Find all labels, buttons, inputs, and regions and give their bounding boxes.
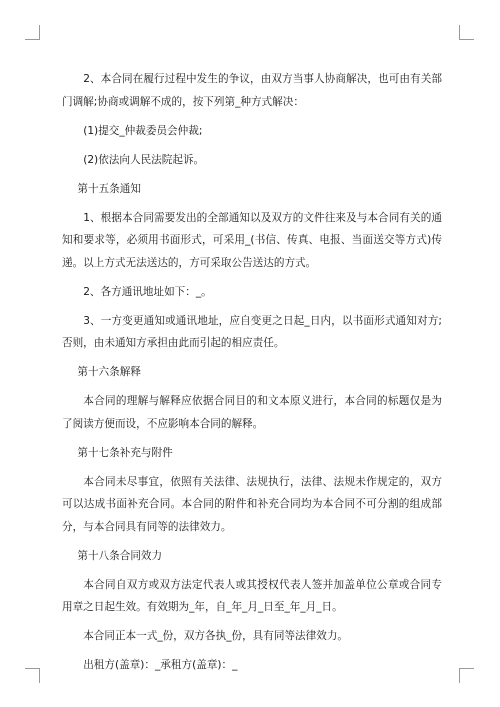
document-body bbox=[62, 68, 442, 683]
paragraph-court-option: (2)依法向人民法院起诉。 bbox=[83, 153, 205, 166]
paragraph-signatures: 出租方(盖章)：_承租方(盖章)：_ bbox=[83, 659, 238, 671]
paragraph-supplement: 本合同未尽事宜，依照有关法律、法规执行，法律、法规未作规定的，双方可以达成书面补充合同。本合同的附件和补充合同均为本合同不可分割的组成部分，与本合同具有同等的法律效力。 bbox=[62, 475, 442, 533]
crop-mark-bottom-left bbox=[25, 668, 40, 683]
paragraph-interpretation: 本合同的理解与解释应依据合同目的和文本原义进行，本合同的标题仅是为了阅读方便而设，不应影响本合同的解释。 bbox=[62, 395, 442, 430]
paragraph-effectiveness: 本合同自双方或双方法定代表人或其授权代表人签并加盖单位公章或合同专用章之日起生效。有效期为_年，自_年_月_日至_年_月_日。 bbox=[62, 578, 442, 613]
crop-mark-top-left bbox=[25, 25, 40, 40]
heading-article-15: 第十五条通知 bbox=[77, 182, 141, 195]
heading-article-17: 第十七条补充与附件 bbox=[77, 446, 173, 459]
crop-mark-bottom-right bbox=[459, 668, 474, 683]
paragraph-address-change: 3、一方变更通知或通讯地址，应自变更之日起_日内，以书面形式通知对方;否则，由未通知方承担由此而引起的相应责任。 bbox=[62, 314, 442, 349]
paragraph-notice-form: 1、根据本合同需要发出的全部通知以及双方的文件往来及与本合同有关的通知和要求等，必须用书面形式，可采用_(书信、传真、电报、当面送交等方式)传递。以上方式无法送达的，方可采取公告送达的方式。 bbox=[62, 211, 442, 269]
heading-article-18: 第十八条合同效力 bbox=[77, 549, 163, 562]
heading-article-16: 第十六条解释 bbox=[77, 366, 141, 378]
paragraph-copies: 本合同正本一式_份，双方各执_份，具有同等法律效力。 bbox=[83, 630, 349, 642]
paragraph-addresses: 2、各方通讯地址如下：_。 bbox=[83, 285, 212, 298]
crop-mark-top-right bbox=[459, 25, 474, 40]
paragraph-dispute-resolution: 2、本合同在履行过程中发生的争议，由双方当事人协商解决，也可由有关部门调解;协商或调解不成的，按下列第_种方式解决： bbox=[62, 73, 442, 108]
paragraph-arbitration-option: (1)提交_仲裁委员会仲裁; bbox=[83, 124, 203, 137]
